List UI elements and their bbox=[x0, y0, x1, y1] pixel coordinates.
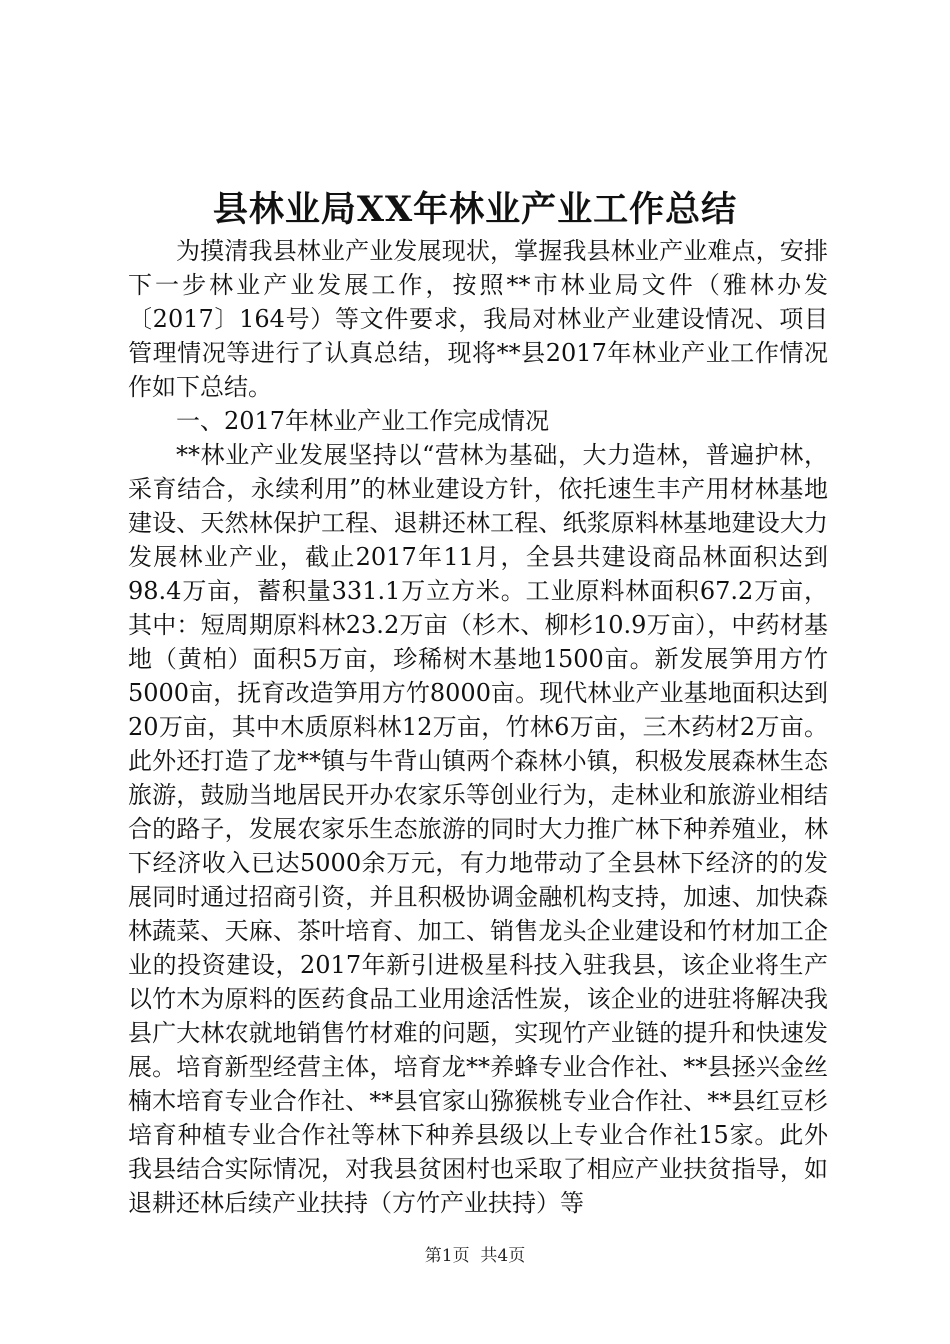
section-heading: 一、2017年林业产业工作完成情况 bbox=[176, 407, 550, 435]
body-paragraph: **林业产业发展坚持以“营林为基础，大力造林，普遍护林，采育结合，永续利用”的林业建设方针，依托速生丰产用材林基地建设、天然林保护工程、退耕还林工程、纸浆原料林基地建设大力发展林业产业，截止2017年11月，全县共建设商品林面积达到98.4万亩，蓄积量331.1万立方米。工业原料林面积67.2万亩，其中：短周期原料林23.2万亩（杉木、柳杉10.9万亩），中药材基地（黄柏）面积5万亩，珍稀树木基地1500亩。新发展笋用方竹5000亩，抚育改造笋用方竹8000亩。现代林业产业基地面积达到20万亩，其中木质原料林12万亩，竹林6万亩，三木药材2万亩。此外还打造了龙**镇与牛背山镇两个森林小镇，积极发展森林生态旅游，鼓励当地居民开办农家乐等创业行为，走林业和旅游业相结合的路子，发展农家乐生态旅游的同时大力推广林下种养殖业，林下经济收入已达5000余万元，有力地带动了全县林下经济的的发展同时通过招商引资，并且积极协调金融机构支持，加速、加快森林蔬菜、天麻、茶叶培育、加工、销售龙头企业建设和竹材加工企业的投资建设，2017年新引进极星科技入驻我县，该企业将生产以竹木为原料的医药食品工业用途活性炭，该企业的进驻将解决我县广大林农就地销售竹材难的问题，实现竹产业链的提升和快速发展。培育新型经营主体，培育龙**养蜂专业合作社、**县拯兴金丝楠木培育专业合作社、**县官家山猕猴桃专业合作社、**县红豆杉培育种植专业合作社等林下种养县级以上专业合作社15家。此外我县结合实际情况，对我县贫困村也采取了相应产业扶贫指导，如退耕还林后续产业扶持（方竹产业扶持）等 bbox=[128, 441, 828, 1217]
page-number: 第1页 bbox=[424, 1246, 470, 1266]
page-footer bbox=[0, 1243, 950, 1269]
document-body bbox=[128, 234, 828, 1220]
document-title: 县林业局XX年林业产业工作总结 bbox=[212, 189, 738, 230]
page-total: 共4页 bbox=[480, 1246, 526, 1266]
intro-paragraph: 为摸清我县林业产业发展现状，掌握我县林业产业难点，安排下一步林业产业发展工作，按照**市林业局文件（雅林办发〔2017〕164号）等文件要求，我局对林业产业建设情况、项目管理情况等进行了认真总结，现将**县2017年林业产业工作情况作如下总结。 bbox=[128, 237, 828, 401]
